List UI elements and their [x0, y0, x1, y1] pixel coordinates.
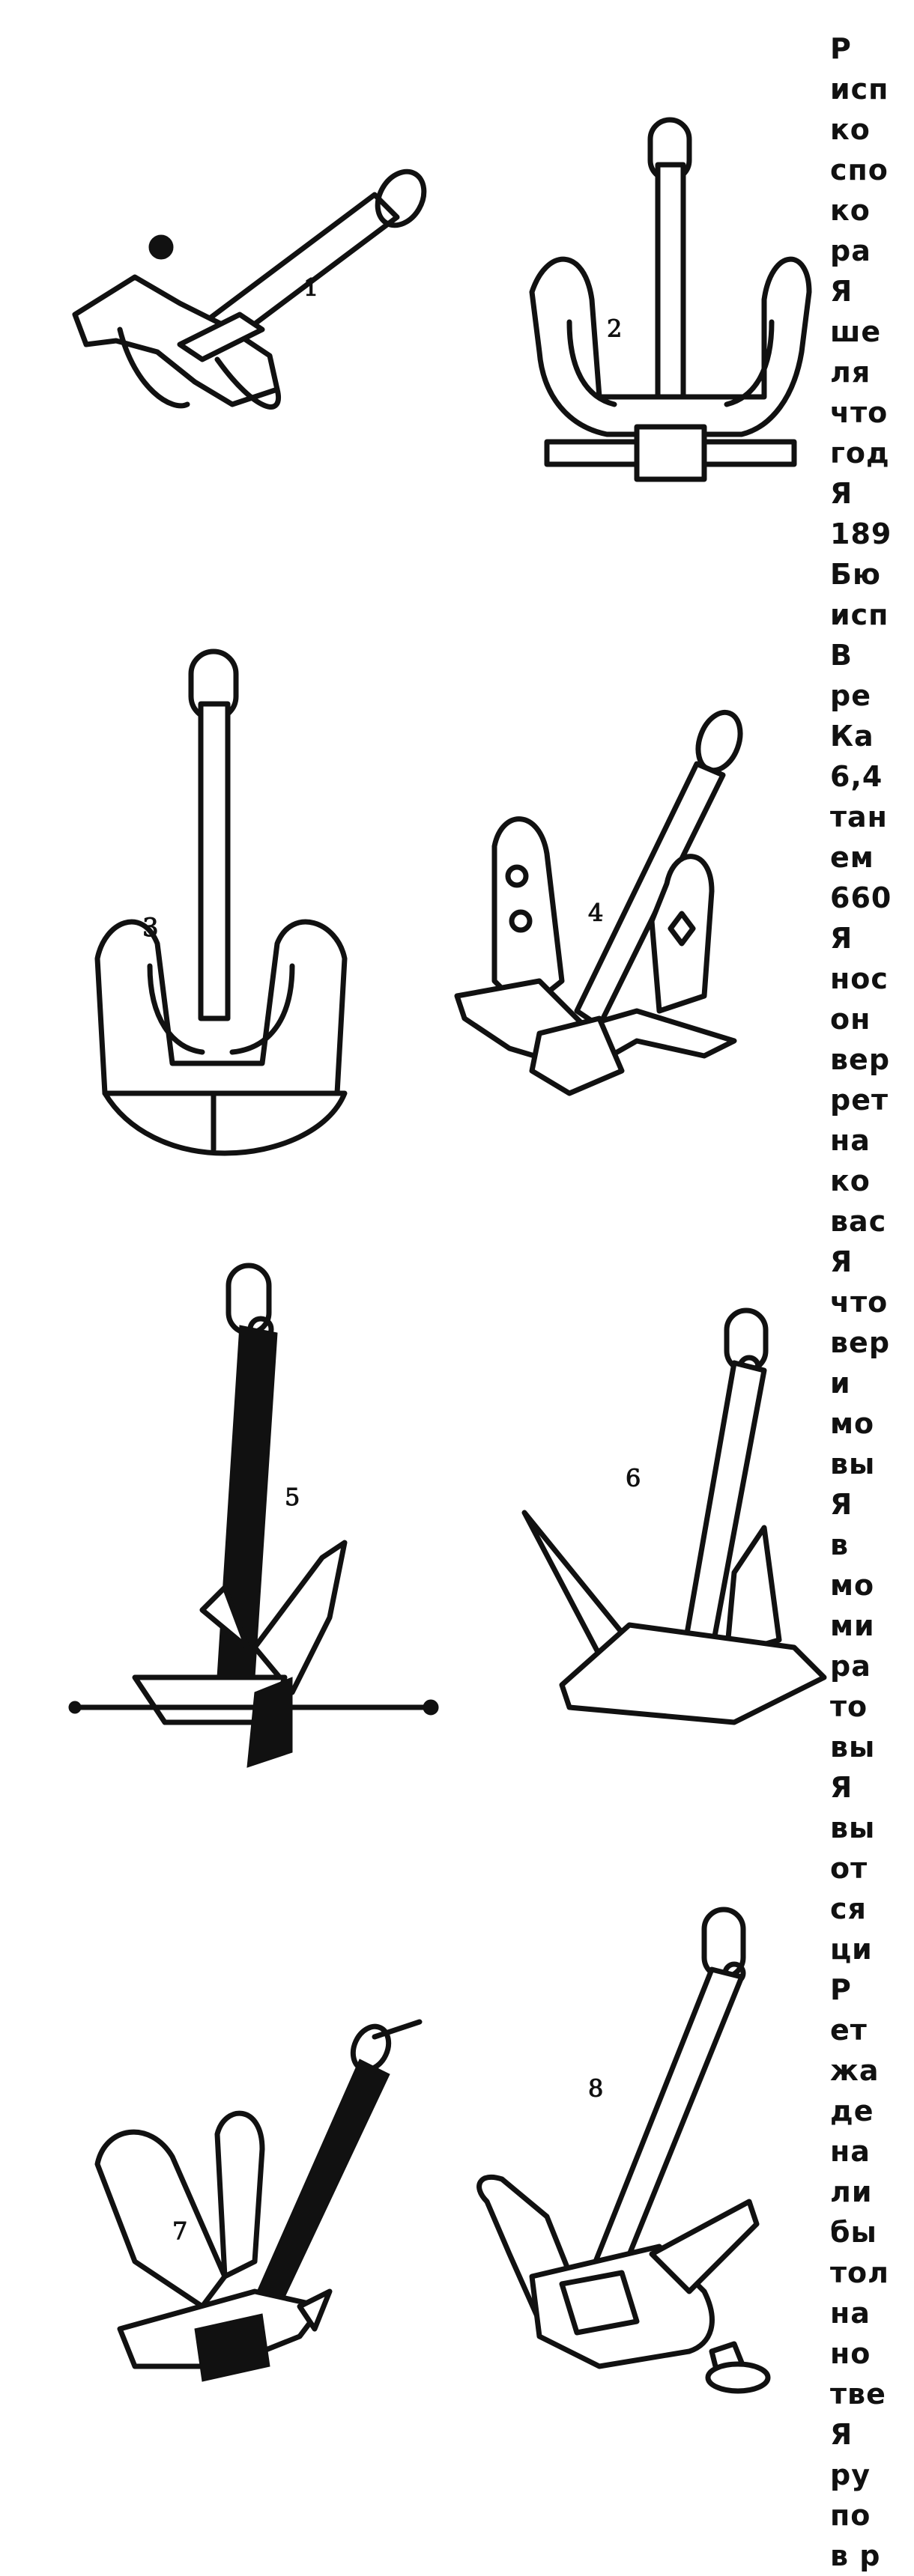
text-line: вер — [830, 1326, 891, 1359]
text-line: вы — [830, 1448, 876, 1480]
text-line: что — [830, 1286, 889, 1319]
figure-label: 7 — [172, 2217, 188, 2245]
text-line: Я — [830, 1245, 853, 1278]
text-line: по — [830, 2499, 871, 2532]
text-line: что — [830, 396, 889, 429]
text-line: ем — [830, 841, 874, 874]
text-line: де — [830, 2094, 874, 2127]
text-line: ко — [830, 194, 871, 227]
text-column — [830, 28, 914, 2572]
text-line: Я — [830, 2418, 853, 2451]
text-line: Я — [830, 1488, 853, 1521]
text-line: В — [830, 639, 853, 672]
text-line: 6,4 — [830, 760, 883, 793]
figure-label: 6 — [626, 1464, 641, 1492]
anchor-2-icon — [517, 112, 817, 502]
text-line: исп — [830, 598, 889, 631]
figure-label: 5 — [285, 1483, 300, 1511]
text-line: вас — [830, 1205, 887, 1238]
figure-label: 4 — [588, 899, 604, 927]
text-line: 660 — [830, 881, 892, 914]
text-line: вер — [830, 1043, 891, 1076]
figure-6 — [509, 1303, 832, 1752]
text-line: ше — [830, 315, 882, 348]
text-line: Р — [830, 32, 852, 65]
text-line: ко — [830, 1164, 871, 1197]
text-line: он — [830, 1003, 871, 1036]
text-line: тол — [830, 2256, 889, 2289]
text-line: Р — [830, 1973, 852, 2006]
text-line: вы — [830, 1811, 876, 1844]
figure-4 — [450, 696, 749, 1116]
text-line: ре — [830, 679, 871, 712]
text-line: ми — [830, 1609, 875, 1642]
text-line: Ка — [830, 720, 874, 753]
anchor-1-icon — [45, 165, 450, 449]
figure-3 — [90, 644, 375, 1168]
text-line: ко — [830, 113, 871, 146]
anchor-8-icon — [464, 1902, 794, 2411]
figure-7 — [75, 1977, 464, 2396]
text-line: вы — [830, 1731, 876, 1764]
anchor-7-icon — [75, 1977, 464, 2396]
text-line: исп — [830, 73, 889, 106]
text-line: мо — [830, 1407, 875, 1440]
text-line: ет — [830, 2014, 868, 2047]
text-line: 189 — [830, 517, 892, 550]
text-line: но — [830, 2337, 871, 2370]
text-line: на — [830, 2297, 871, 2330]
text-line: в р — [830, 2539, 881, 2572]
text-line: тан — [830, 801, 888, 833]
text-line: от — [830, 1852, 868, 1885]
text-line: ся — [830, 1892, 867, 1925]
text-line: тве — [830, 2378, 886, 2411]
figure-2 — [517, 112, 817, 502]
figure-8 — [464, 1902, 794, 2411]
text-line: то — [830, 1690, 868, 1723]
text-line: ля — [830, 356, 871, 389]
anchor-5-icon — [67, 1258, 457, 1797]
figure-5 — [67, 1258, 457, 1797]
text-line: ра — [830, 1650, 871, 1683]
figure-label: 3 — [142, 913, 159, 943]
text-line: на — [830, 1124, 871, 1157]
text-line: и — [830, 1367, 851, 1400]
text-line: год — [830, 437, 890, 470]
figure-label: 1 — [303, 273, 319, 302]
text-line: спо — [830, 154, 889, 186]
text-line: Я — [830, 922, 853, 955]
figure-label: 2 — [607, 315, 623, 343]
anchor-3-icon — [90, 644, 375, 1168]
text-line: Я — [830, 275, 853, 308]
figure-label: 8 — [588, 2074, 604, 2103]
text-line: в — [830, 1528, 850, 1561]
text-line: мо — [830, 1569, 875, 1602]
text-line: нос — [830, 962, 889, 995]
text-line: ли — [830, 2175, 873, 2208]
text-line: Я — [830, 1771, 853, 1804]
text-line: ци — [830, 1933, 873, 1966]
anchor-6-icon — [509, 1303, 832, 1752]
anchor-4-icon — [450, 696, 749, 1116]
text-line: рет — [830, 1084, 889, 1117]
text-line: бы — [830, 2216, 877, 2249]
text-line: ра — [830, 234, 871, 267]
text-line: ру — [830, 2458, 871, 2491]
text-line: Бю — [830, 558, 881, 591]
text-line: Я — [830, 477, 853, 510]
figure-1 — [45, 165, 450, 449]
text-line: жа — [830, 2054, 880, 2087]
text-line: на — [830, 2135, 871, 2168]
